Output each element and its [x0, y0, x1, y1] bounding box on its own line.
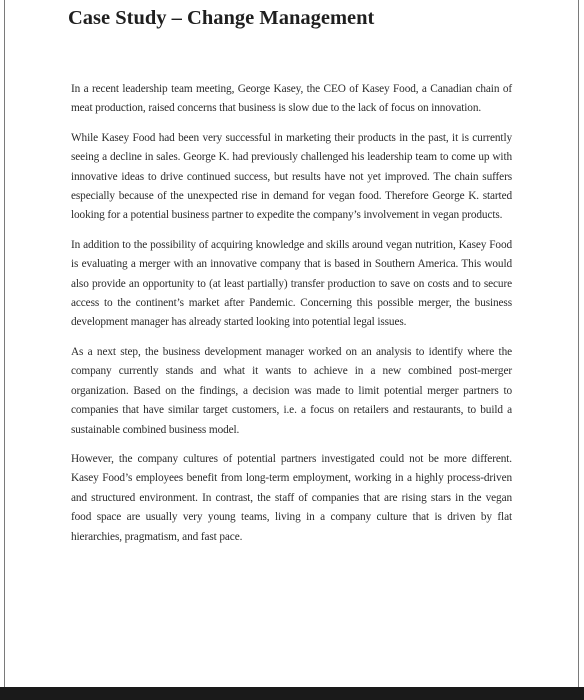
paragraph-analysis: As a next step, the business development manager worked on an analysis to identify where the company currently stands and what it wants to achieve in a new combined post-merger organization. Based on the findings, a decision was made to limit potential merger partners to companies that have similar target customers, i.e. a focus on retailers and restaurants, to build a sustainable combined business model. — [71, 345, 512, 436]
paragraph-company-cultures: However, the company cultures of potential partners investigated could not be more different. Kasey Food’s employees benefit from long-term employment, working in a highly process-driven and structured environment. In contrast, the staff of companies that are rising stars in the vegan food space are usually very young teams, living in a company culture that is driven by flat hierarchies, pragmatism, and fast pace. — [71, 452, 512, 543]
document-title: Case Study – Change Management — [68, 7, 375, 29]
paragraph-sales-decline: While Kasey Food had been very successful in marketing their products in the past, it is currently seeing a decline in sales. George K. had previously challenged his leadership team to come up with innovative ideas to drive continued success, but results have not yet improved. The chain suffers especially because of the unexpected rise in demand for vegan food. Therefore George K. started looking for a potential business partner to expedite the company’s involvement in vegan products. — [71, 131, 512, 222]
bottom-dark-bar — [0, 687, 584, 700]
paragraph-merger-evaluation: In addition to the possibility of acquiring knowledge and skills around vegan nutrition, Kasey Food is evaluating a merger with an innovative company that is based in Southern America. This would also provide an opportunity to (at least partially) transfer production to save on costs and to secure access to the continent’s market after Pandemic. Concerning this possible merger, the business development manager has already started looking into potential legal issues. — [71, 238, 512, 329]
document-body — [71, 80, 512, 557]
paragraph-intro: In a recent leadership team meeting, George Kasey, the CEO of Kasey Food, a Canadian chain of meat production, raised concerns that business is slow due to the lack of focus on innovation. — [71, 83, 512, 115]
